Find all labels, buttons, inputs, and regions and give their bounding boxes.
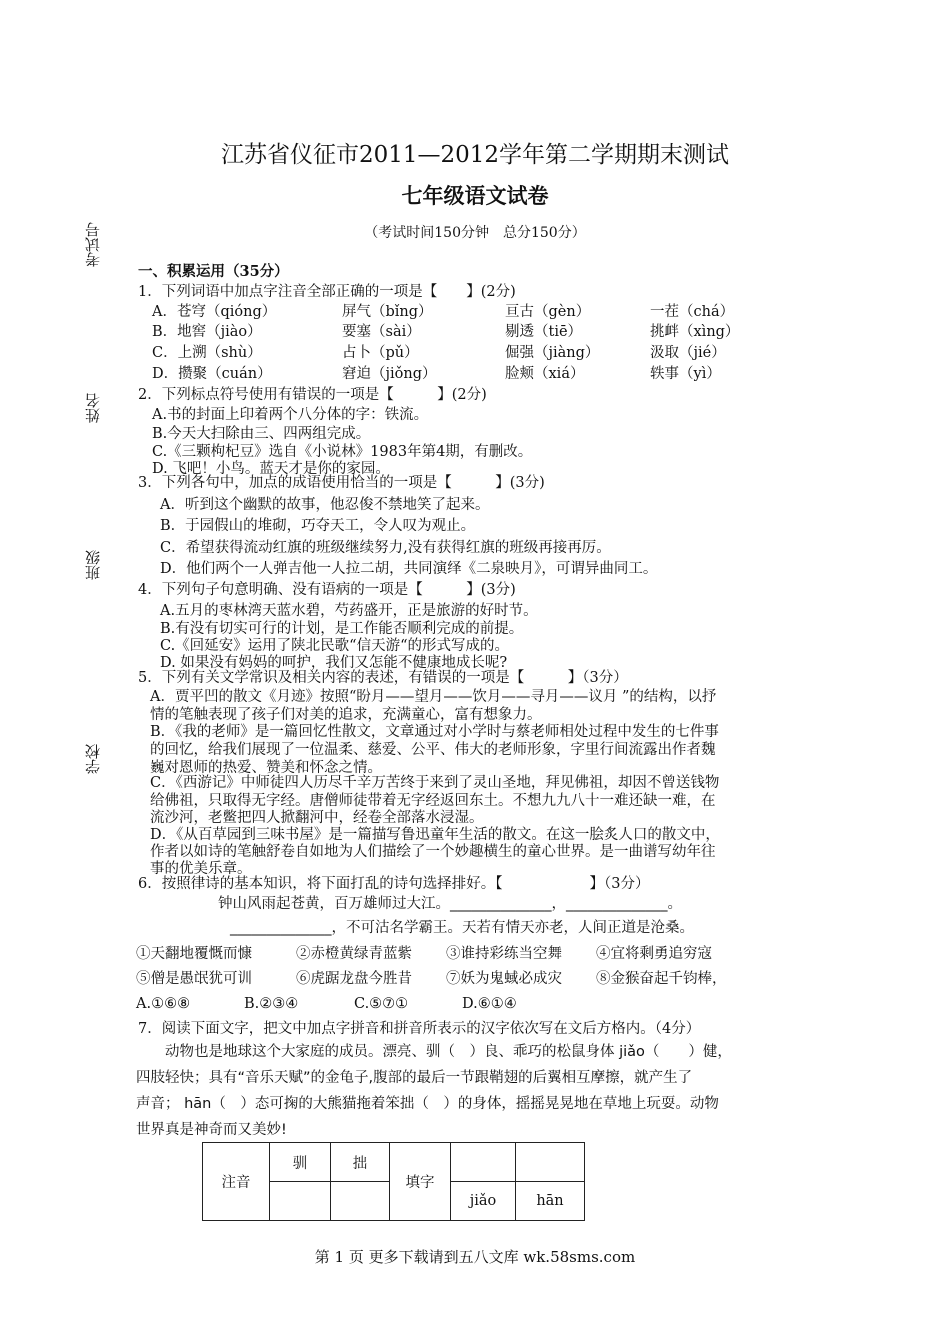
q6-choice-row-1 (0, 944, 950, 964)
q7-passage-line: 四肢轻快；具有“音乐天赋”的金龟子,腹部的最后一节跟鞘翅的后翼相互摩擦，就产生了 (136, 1070, 693, 1086)
q7-stem: 7．阅读下面文字，把文中加点字拼音和拼音所表示的汉字依次写在文后方格内。（4分） (138, 1021, 701, 1037)
q6-answer-d: D.⑥①④ (462, 996, 517, 1012)
time-info: （考试时间150分钟 总分150分） (364, 225, 586, 241)
q2-option-b: B.今天大扫除由三、四两组完成。 (152, 426, 371, 442)
q1-b-word-4: 挑衅（xìng） (650, 324, 740, 340)
q6-answer-a: A.①⑥⑧ (136, 996, 191, 1012)
q5-line: A．贾平凹的散文《月迹》按照“盼月——望月——饮月——寻月——议月 ”的结构，以抒 (150, 689, 717, 705)
q6-choice-row-2 (0, 969, 950, 989)
q6-choice: ⑦妖为鬼蜮必成灾 (446, 971, 562, 987)
exam-title: 江苏省仪征市2011—2012学年第二学期期末测试 (220, 142, 730, 168)
q1-b-word-3: 剔透（tiē） (505, 324, 583, 340)
table-char-header: 驯 (270, 1143, 331, 1182)
q5-line: 事的优美乐章。 (150, 861, 252, 877)
q5-line: B．《我的老师》是一篇回忆性散文，文章通过对小学时与蔡老师相处过程中发生的七件事 (150, 724, 719, 740)
q7-passage-line: 声音； hān（ ）态可掬的大熊猫拖着笨拙（ ）的身体，摇摇晃晃地在草地上玩耍。动物 (136, 1096, 719, 1112)
q6-answer-options (0, 994, 950, 1014)
q1-c-word-1: C．上溯（shù） (152, 345, 262, 361)
q5-line: D．《从百草园到三味书屋》是一篇描写鲁迅童年生活的散文。在这一脍炙人口的散文中， (150, 827, 720, 843)
q3-option-c: C．希望获得流动红旗的班级继续努力,没有获得红旗的班级再接再厉。 (160, 540, 611, 556)
q6-answer-b: B.②③④ (244, 996, 299, 1012)
q6-choice: ④宜将剩勇追穷寇 (596, 946, 712, 962)
q7-answer-table (202, 1142, 585, 1221)
q6-verse-2: ______________，不可沽名学霸王。天若有情天亦老，人间正道是沧桑。 (230, 920, 694, 936)
q6-choice: ①天翻地覆慨而慷 (136, 946, 252, 962)
q1-a-word-4: 一茬（chá） (650, 304, 735, 320)
q1-option-a (0, 302, 950, 322)
section-heading: 一、积累运用（35分） (138, 263, 289, 280)
q6-choice: ②赤橙黄绿青蓝紫 (296, 946, 412, 962)
answer-cell[interactable] (331, 1182, 390, 1221)
q4-option-a: A.五月的枣林湾天蓝水碧，芍药盛开，正是旅游的好时节。 (160, 603, 538, 619)
q2-option-c: C.《三颗枸杞豆》选自《小说林》1983年第4期，有删改。 (152, 444, 533, 460)
q5-line: 情的笔触表现了孩子们对美的追求，充满童心，富有想象力。 (150, 707, 542, 723)
q1-option-d (0, 364, 950, 384)
table-label-fill: 填字 (390, 1143, 451, 1221)
q1-stem: 1．下列词语中加点字注音全部正确的一项是【 】(2分) (138, 284, 516, 300)
q1-option-b (0, 322, 950, 342)
q3-option-d: D．他们两个一人弹吉他一人拉二胡，共同演绎《二泉映月》，可谓异曲同工。 (160, 561, 658, 577)
q6-answer-c: C.⑤⑦① (354, 996, 409, 1012)
q1-d-word-4: 轶事（yì） (650, 366, 721, 382)
q6-choice: ③谁持彩练当空舞 (446, 946, 562, 962)
q5-stem: 5．下列有关文学常识及相关内容的表述，有错误的一项是【 】（3分） (138, 670, 628, 686)
side-label-school: 学校 (84, 744, 102, 774)
table-label-pinyin: 注音 (203, 1143, 270, 1221)
q1-c-word-3: 倔强（jiàng） (505, 345, 600, 361)
q6-choice: ⑥虎踞龙盘今胜昔 (296, 971, 412, 987)
table-char-header: 拙 (331, 1143, 390, 1182)
table-pinyin-header: jiǎo (451, 1182, 516, 1221)
q3-option-b: B．于园假山的堆砌，巧夺天工，令人叹为观止。 (160, 518, 476, 534)
page-footer: 第 1 页 更多下载请到五八文库 wk.58sms.com (314, 1248, 636, 1266)
q1-d-word-3: 脸颊（xiá） (505, 366, 585, 382)
q1-a-word-1: A．苍穹（qióng） (152, 304, 277, 320)
q1-b-word-2: 要塞（sài） (342, 324, 421, 340)
answer-cell[interactable] (516, 1143, 585, 1182)
q5-line: 的回忆，给我们展现了一位温柔、慈爱、公平、伟大的老师形象，字里行间流露出作者魏 (150, 742, 716, 758)
q6-stem: 6．按照律诗的基本知识，将下面打乱的诗句选择排好。【 】（3分） (138, 876, 650, 892)
q5-line: C．《西游记》中师徒四人历尽千辛万苦终于来到了灵山圣地，拜见佛祖，却因不曾送钱物 (150, 775, 720, 791)
q5-line: 给佛祖，只取得无字经。唐僧师徒带着无字经返回东土。不想九九八十一难还缺一难，在 (150, 793, 716, 809)
q5-line: 巍对恩师的热爱、赞美和怀念之情。 (150, 760, 382, 776)
q1-a-word-3: 亘古（gèn） (505, 304, 591, 320)
table-pinyin-header: hān (516, 1182, 585, 1221)
q1-c-word-2: 占卜（pǔ） (342, 345, 419, 361)
q3-stem: 3．下列各句中，加点的成语使用恰当的一项是【 】(3分) (138, 475, 545, 491)
q1-c-word-4: 汲取（jié） (650, 345, 726, 361)
side-label-name: 姓名 (84, 393, 102, 423)
q4-option-c: C.《回延安》运用了陕北民歌“信天游“的形式写成的。 (160, 638, 510, 654)
q1-b-word-1: B．地窖（jiào） (152, 324, 262, 340)
q6-verse-1: 钟山风雨起苍黄，百万雄师过大江。______________，______________。 (218, 896, 682, 912)
q2-stem: 2．下列标点符号使用有错误的一项是【 】(2分) (138, 387, 487, 403)
q2-option-a: A.书的封面上印着两个八分体的字：铁流。 (152, 407, 429, 423)
q6-choice: ⑧金猴奋起千钧棒， (596, 971, 727, 987)
q3-option-a: A．听到这个幽默的故事，他忍俊不禁地笑了起来。 (160, 497, 490, 513)
answer-cell[interactable] (270, 1182, 331, 1221)
q1-d-word-2: 窘迫（jiǒng） (342, 366, 437, 382)
q1-option-c (0, 343, 950, 363)
answer-cell[interactable] (451, 1143, 516, 1182)
side-label-exam-number: 考试号 (84, 222, 102, 267)
side-label-class: 班级 (84, 550, 102, 580)
q6-choice: ⑤僧是愚氓犹可训 (136, 971, 252, 987)
q4-stem: 4．下列句子句意明确、没有语病的一项是【 】(3分) (138, 582, 516, 598)
q4-option-b: B.有没有切实可行的计划，是工作能否顺利完成的前提。 (160, 621, 524, 637)
q5-line: 作者以如诗的笔触舒卷自如地为人们描绘了一个妙趣横生的童心世界。是一曲谱写幼年往 (150, 844, 716, 860)
q7-passage-line: 动物也是地球这个大家庭的成员。漂亮、驯（ ）良、乖巧的松鼠身体 jiǎo（ ）健， (136, 1044, 732, 1060)
q2-option-d: D. 飞吧！小鸟。蓝天才是你的家园。 (152, 461, 390, 477)
q1-d-word-1: D．攒聚（cuán） (152, 366, 272, 382)
q4-option-d: D. 如果没有妈妈的呵护，我们又怎能不健康地成长呢? (160, 655, 508, 671)
q1-a-word-2: 屏气（bǐng） (342, 304, 433, 320)
q7-passage-line: 世界真是神奇而又美妙! (136, 1122, 287, 1138)
exam-subtitle: 七年级语文试卷 (401, 183, 549, 208)
q5-line: 流沙河，老鳖把四人掀翻河中，经卷全部落水浸湿。 (150, 810, 484, 826)
